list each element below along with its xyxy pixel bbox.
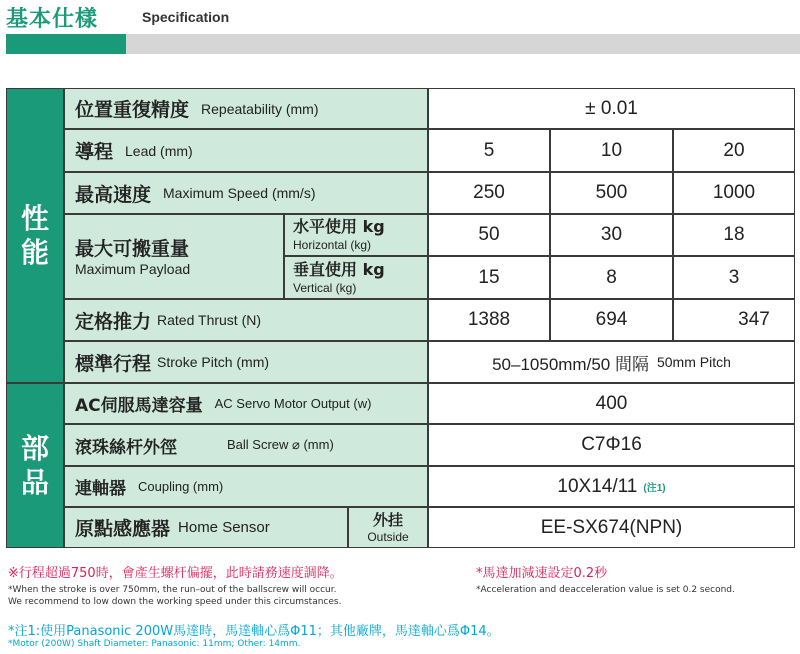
value-vertical-1: 15 <box>428 256 550 299</box>
value-horizontal-2: 30 <box>550 214 673 256</box>
label-en: Vertical (kg) <box>293 280 357 295</box>
row-label-stroke-pitch <box>64 341 428 383</box>
header-gray-bar <box>126 34 800 54</box>
value-home-sensor: EE-SX674(NPN) <box>428 507 795 548</box>
value-vertical-2: 8 <box>550 256 673 299</box>
category-char: 能 <box>20 235 49 269</box>
footnote-accel-zh: *馬達加減速設定0.2秒 <box>476 566 608 581</box>
page-title: 基本仕樣 <box>6 7 99 32</box>
value-stroke-pitch <box>428 341 795 383</box>
footnote-note1-en: *Motor (200W) Shaft Diameter: Panasonic: 11mm; Other: 14mm. <box>8 639 301 649</box>
value-repeatability: ± 0.01 <box>428 88 795 129</box>
label-zh: 最高速度 <box>75 183 152 206</box>
row-label-payload <box>64 214 284 299</box>
label-en: Coupling (mm) <box>138 479 224 494</box>
page-subtitle: Specification <box>142 9 230 25</box>
row-label-repeatability <box>64 88 428 129</box>
value-speed-3: 1000 <box>673 172 795 214</box>
row-label-lead <box>64 129 428 172</box>
value-lead-2: 10 <box>550 129 673 172</box>
home-sensor-mount <box>348 507 428 548</box>
value-thrust-2: 694 <box>550 299 673 341</box>
value-thrust-1: 1388 <box>428 299 550 341</box>
mount-zh: 外挂 <box>372 510 403 529</box>
label-zh: 最大可搬重量 <box>75 237 190 260</box>
footnote-stroke-zh: ※行程超過750時，會產生螺杆偏擺，此時請務速度調降。 <box>8 566 343 581</box>
value-horizontal-3: 18 <box>673 214 795 256</box>
label-zh: 定格推力 <box>75 310 152 333</box>
label-zh: 滾珠絲杆外徑 <box>75 437 177 458</box>
category-char: 品 <box>20 465 49 499</box>
label-en: Rated Thrust (N) <box>157 312 262 328</box>
label-en: Maximum Speed (mm/s) <box>163 185 316 201</box>
label-en: Maximum Payload <box>75 260 191 277</box>
value-thrust-3: 347 <box>673 299 795 341</box>
category-char: 性 <box>20 201 49 235</box>
value-lead-1: 5 <box>428 129 550 172</box>
label-en: Stroke Pitch (mm) <box>157 354 270 370</box>
header-accent-bar <box>6 34 126 54</box>
label-zh: 位置重復精度 <box>75 99 190 121</box>
value-speed-2: 500 <box>550 172 673 214</box>
row-label-coupling <box>64 466 428 507</box>
label-en: AC Servo Motor Output (w) <box>214 396 372 411</box>
label-zh: 標準行程 <box>75 352 152 375</box>
row-label-servo <box>64 383 428 424</box>
category-parts <box>6 383 64 548</box>
row-label-rated-thrust <box>64 299 428 341</box>
footnote-note1-zh: *注1:使用Panasonic 200W馬達時，馬達軸心爲Φ11；其他廠牌，馬達軸心爲Φ14。 <box>8 624 500 639</box>
payload-vertical-label <box>284 256 428 299</box>
value-vertical-3: 3 <box>673 256 795 299</box>
row-label-ball-screw <box>64 424 428 466</box>
value-horizontal-1: 50 <box>428 214 550 256</box>
label-zh: 原點感應器 <box>75 518 171 540</box>
row-label-max-speed <box>64 172 428 214</box>
label-zh: 水平使用 kg <box>293 217 385 236</box>
value-servo: 400 <box>428 383 795 424</box>
coupling-value: 10X14/11 <box>557 475 638 497</box>
label-en: Home Sensor <box>178 519 270 536</box>
payload-horizontal-label <box>284 214 428 256</box>
footnote-accel-en: *Acceleration and deacceleration value is set 0.2 second. <box>476 585 735 595</box>
footnote-stroke-en-2: We recommend to low down the working speed under this circumstances. <box>8 597 342 607</box>
label-zh: 導程 <box>75 141 114 163</box>
label-en: Lead (mm) <box>125 142 193 159</box>
label-zh: 垂直使用 kg <box>293 259 385 279</box>
label-en: Horizontal (kg) <box>293 238 372 252</box>
value-lead-3: 20 <box>673 129 795 172</box>
stroke-pitch-en: 50mm Pitch <box>656 354 731 370</box>
mount-en: Outside <box>367 529 409 544</box>
category-char: 部 <box>20 431 49 465</box>
footnote-stroke-en-1: *When the stroke is over 750mm, the run–out of the ballscrew will occur. <box>8 585 337 595</box>
label-en: Ball Screw ⌀ (mm) <box>227 437 334 452</box>
row-label-home-sensor <box>64 507 348 548</box>
value-speed-1: 250 <box>428 172 550 214</box>
value-coupling <box>428 466 795 507</box>
value-ball-screw: C7Φ16 <box>428 424 795 466</box>
stroke-pitch-main: 50–1050mm/50 間隔 <box>492 354 649 374</box>
label-zh: 連軸器 <box>75 479 126 499</box>
label-zh: AC伺服馬達容量 <box>75 396 203 416</box>
coupling-note: (注1) <box>643 483 666 494</box>
category-performance <box>6 88 64 383</box>
label-en: Repeatability (mm) <box>201 100 319 117</box>
